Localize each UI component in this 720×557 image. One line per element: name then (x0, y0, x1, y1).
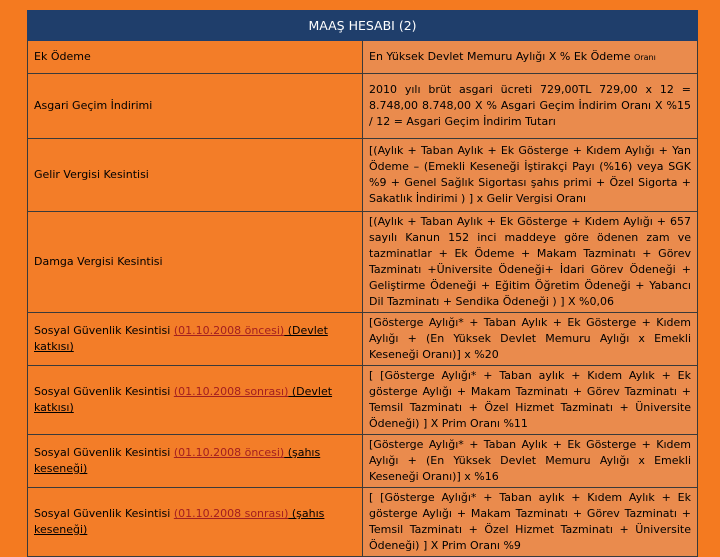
date-link[interactable]: (01.10.2008 sonrası) (173, 507, 289, 520)
table-row (28, 435, 698, 488)
salary-table (27, 10, 698, 557)
row-formula: [(Aylık + Taban Aylık + Ek Gösterge + Kıdem Aylığı + 657 sayılı Kanun 152 inci maddeye göre ödenen zam ve tazminatlar + Ek Ödeme + Makam Tazminatı + Görev Tazminatı +Üniversite Ödeneği+ İdari Görev Ödeneği + Geliştirme Ödeneği + Eğitim Öğretim Ödeneği + Yabancı Dil Tazminatı + Sendika Ödeneği ) ] X %0,06 (363, 212, 698, 313)
row-formula: 2010 yılı brüt asgari ücreti 729,00TL 729,00 x 12 = 8.748,00 8.748,00 X % Asgari Geçim İndirim Oranı X %15 / 12 = Asgari Geçim İndirim Tutarı (363, 74, 698, 139)
date-link[interactable]: (01.10.2008 öncesi) (173, 324, 285, 337)
label-contribution: (şahıs keseneği) (34, 446, 321, 475)
label-text: Sosyal Güvenlik Kesintisi (34, 507, 174, 520)
table-row (28, 41, 698, 74)
date-link[interactable]: (01.10.2008 öncesi) (173, 446, 285, 459)
row-formula: [Gösterge Aylığı* + Taban Aylık + Ek Gösterge + Kıdem Aylığı + (En Yüksek Devlet Memuru Aylığı x Emekli Keseneği Oranı)] x %16 (363, 435, 698, 488)
label-text: Sosyal Güvenlik Kesintisi (34, 446, 174, 459)
table-row (28, 139, 698, 212)
row-label (28, 435, 363, 488)
row-label (28, 366, 363, 435)
row-label: Ek Ödeme (28, 41, 363, 74)
table-title: MAAŞ HESABI (2) (28, 11, 698, 41)
row-label: Gelir Vergisi Kesintisi (28, 139, 363, 212)
label-contribution: (Devlet katkısı) (34, 324, 328, 353)
table-row (28, 366, 698, 435)
row-formula: [ [Gösterge Aylığı* + Taban aylık + Kıdem Aylık + Ek gösterge Aylığı + Makam Tazminatı + Görev Tazminatı + Temsil Tazminatı + Özel Hizmet Tazminatı + Üniversite Ödeneği) ] X Prim Oranı %9 (363, 488, 698, 557)
row-formula: [(Aylık + Taban Aylık + Ek Gösterge + Kıdem Aylığı + Yan Ödeme – (Emekli Keseneği İştirakçi Payı (%16) veya SGK %9 + Genel Sağlık Sigortası şahıs primi + Özel Sigorta + Sakatlık İndirimi ) ] x Gelir Vergisi Oranı (363, 139, 698, 212)
row-formula: [ [Gösterge Aylığı* + Taban aylık + Kıdem Aylık + Ek gösterge Aylığı + Makam Tazminatı + Görev Tazminatı + Temsil Tazminatı + Özel Hizmet Tazminatı + Üniversite Ödeneği) ] X Prim Oranı %11 (363, 366, 698, 435)
table-row (28, 313, 698, 366)
row-formula: [Gösterge Aylığı* + Taban Aylık + Ek Gösterge + Kıdem Aylığı + (En Yüksek Devlet Memuru Aylığı x Emekli Keseneği Oranı)] x %20 (363, 313, 698, 366)
row-label (28, 313, 363, 366)
row-label (28, 488, 363, 557)
label-contribution: (şahıs keseneği) (34, 507, 325, 536)
row-label: Damga Vergisi Kesintisi (28, 212, 363, 313)
label-text: Sosyal Güvenlik Kesintisi (34, 324, 174, 337)
label-text: Sosyal Güvenlik Kesintisi (34, 385, 174, 398)
table-row (28, 212, 698, 313)
row-label: Asgari Geçim İndirimi (28, 74, 363, 139)
row-formula (363, 41, 698, 74)
formula-small-text: Oranı (634, 52, 656, 62)
table-row (28, 74, 698, 139)
date-link[interactable]: (01.10.2008 sonrası) (173, 385, 289, 398)
table-row (28, 488, 698, 557)
label-contribution: (Devlet katkısı) (34, 385, 333, 414)
title-row (28, 11, 698, 41)
formula-text: En Yüksek Devlet Memuru Aylığı X % Ek Ödeme (369, 49, 635, 63)
